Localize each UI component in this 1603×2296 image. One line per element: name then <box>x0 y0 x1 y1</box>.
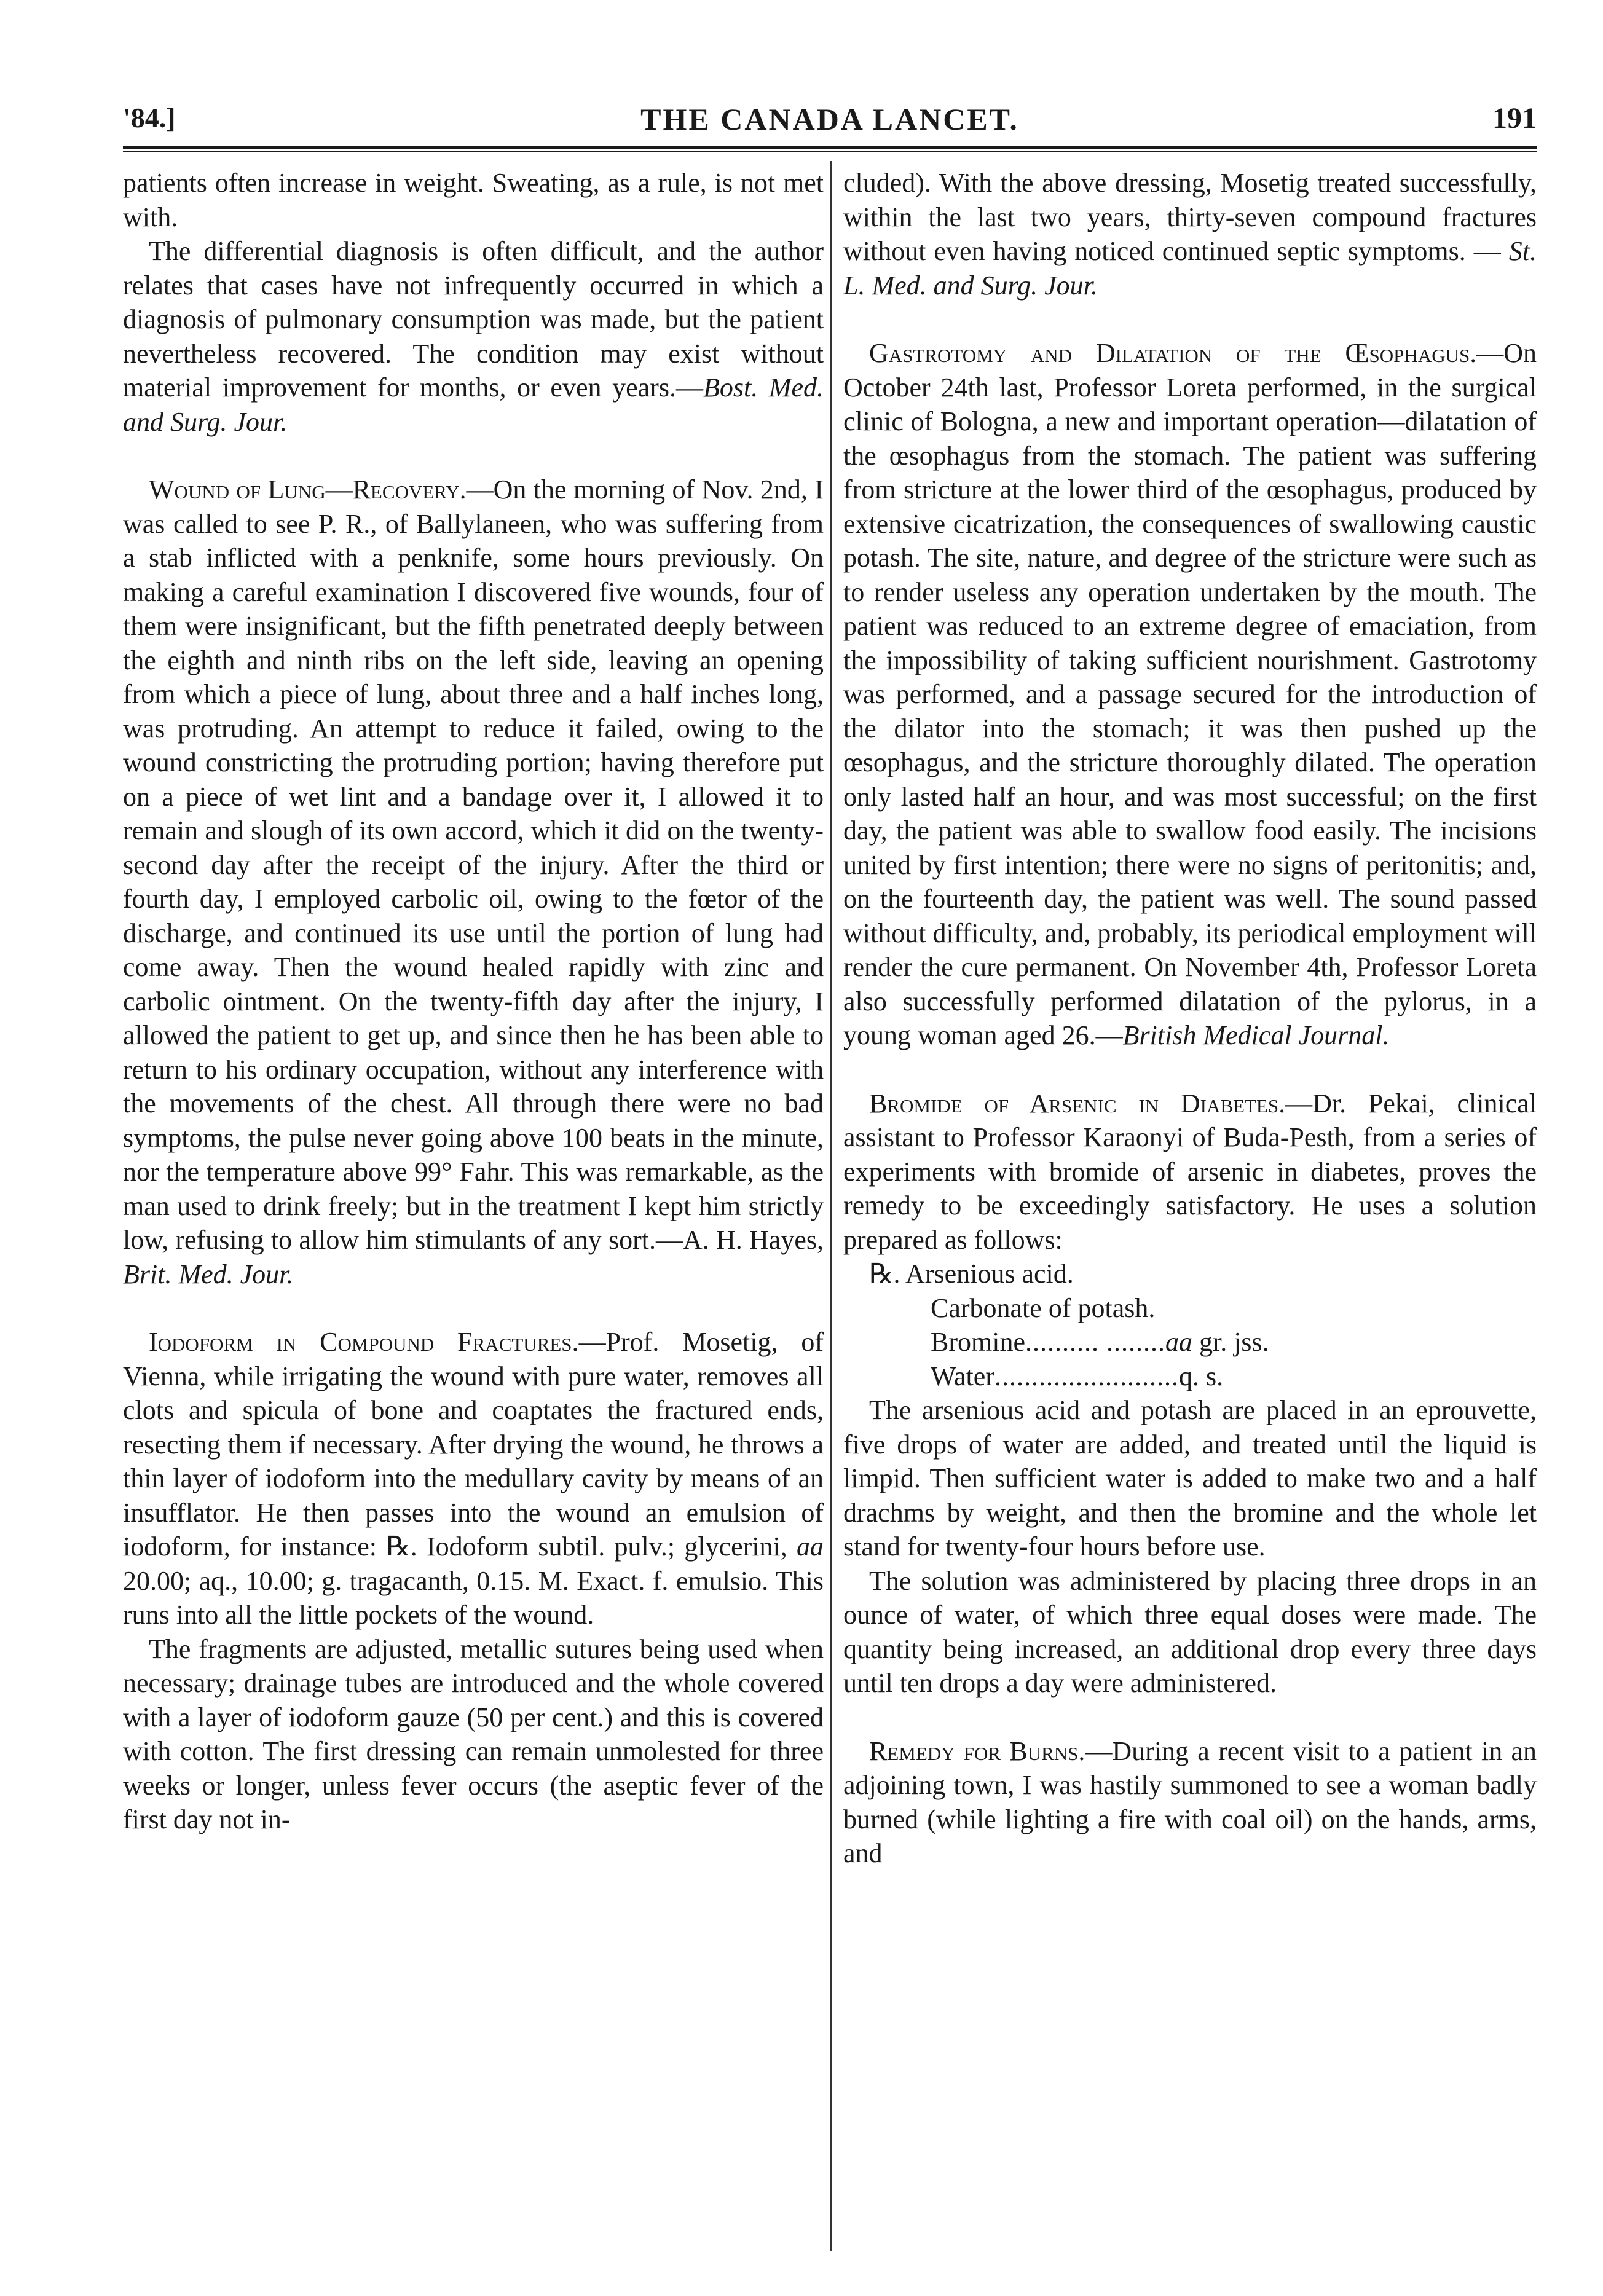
paragraph-continuation: patients often increase in weight. Sweating, as a rule, is not met with. <box>123 168 824 232</box>
article-title: Gastrotomy and Dilatation of the Œsophagus. <box>869 338 1477 368</box>
article-iodoform: Iodoform in Compound Fractures.—Prof. Mosetig, of Vienna, while irrigating the wound with pure water, removes all clots and spicula of bone and coaptates the fractured ends, resecting them if necessary. After drying the wound, he throws a thin layer of iodoform into the medullary cavity by means of an insufflator. He then passes into the wound an emulsion of iodoform, for instance: ℞. Iodoform subtil. pulv.; glycerini, aa 20.00; aq., 10.00; g. tragacanth, 0.15. M. Exact. f. emulsio. This runs into all the little pockets of the wound. <box>123 1327 824 1630</box>
header-rule <box>123 146 1537 149</box>
right-column <box>843 166 1537 1871</box>
paragraph-diagnosis: The differential diagnosis is often difficult, and the author relates that cases have not infrequently occurred in which a diagnosis of pulmonary consumption was made, but the patient nevertheless recovered. The condition may exist without material improvement for months, or even years.—Bost. Med. and Surg. Jour. <box>123 236 824 437</box>
header-rule-thin <box>123 151 1537 152</box>
prescription-line: Water.........................q. s. <box>931 1361 1224 1391</box>
paragraph-continuation: cluded). With the above dressing, Mosetig treated successfully, within the last two years, thirty-seven compound fractures without even having noticed continued septic symptoms. — St. L. Med. and Surg. Jour. <box>843 168 1537 301</box>
article-title: Bromide of Arsenic in Diabetes. <box>869 1088 1286 1119</box>
prescription-line: ℞. Arsenious acid. <box>869 1259 1074 1289</box>
article-wound-of-lung: Wound of Lung—Recovery.—On the morning of Nov. 2nd, I was called to see P. R., of Ballylaneen, who was suffering from a stab inflicted with a penknife, some hours previously. On making a careful examination I discovered five wounds, four of them were insignificant, but the fifth penetrated deeply between the eighth and ninth ribs on the left side, leaving an opening from which a piece of lung, about three and a half inches long, was protruding. An attempt to reduce it failed, owing to the wound constricting the protruding portion; having therefore put on a piece of wet lint and a bandage over it, I allowed it to remain and slough of its own accord, which it did on the twenty-second day after the receipt of the injury. After the third or fourth day, I employed carbolic oil, owing to the fœtor of the discharge, and continued its use until the portion of lung had come away. Then the wound healed rapidly with zinc and carbolic ointment. On the twenty-fifth day after the injury, I allowed the patient to get up, and since then he has been able to return to his ordinary occupation, without any interference with the movements of the chest. All through there were no bad symptoms, the pulse never going above 100 beats in the minute, nor the temperature above 99° Fahr. This was remarkable, as the man used to drink freely; but in the treatment I kept him strictly low, refusing to allow him stimulants of any sort.—A. H. Hayes, Brit. Med. Jour. <box>123 474 824 1289</box>
article-burns: Remedy for Burns.—During a recent visit to a patient in an adjoining town, I was hastily summoned to see a woman badly burned (while lighting a fire with coal oil) on the hands, arms, and <box>843 1736 1537 1868</box>
prescription-line: Bromine.......... ........aa gr. jss. <box>931 1327 1269 1357</box>
article-bromide: Bromide of Arsenic in Diabetes.—Dr. Pekai, clinical assistant to Professor Karaonyi of Buda-Pesth, from a series of experiments with bromide of arsenic in diabetes, proves the remedy to be exceedingly satisfactory. He uses a solution prepared as follows: <box>843 1088 1537 1255</box>
paragraph-administration: The solution was administered by placing three drops in an ounce of water, of which three equal doses were made. The quantity being increased, an additional drop every three days until ten drops a day were administered. <box>843 1565 1537 1698</box>
journal-title: THE CANADA LANCET. <box>640 102 1019 136</box>
paragraph-preparation: The arsenious acid and potash are placed in an eprouvette, five drops of water are added, and treated until the liquid is limpid. Then sufficient water is added to make two and a half drachms by weight, and then the bromine and the whole let stand for twenty-four hours before use. <box>843 1395 1537 1562</box>
article-title: Remedy for Burns. <box>869 1736 1085 1766</box>
prescription <box>843 1257 1537 1393</box>
article-title: Iodoform in Compound Fractures. <box>149 1327 579 1357</box>
article-title: Wound of Lung—Recovery. <box>149 474 467 505</box>
source-citation: St. L. Med. and Surg. Jour. <box>843 236 1537 301</box>
prescription-line: Carbonate of potash. <box>931 1292 1156 1323</box>
left-column <box>123 166 824 1837</box>
source-citation: British Medical Journal. <box>1122 1020 1390 1050</box>
paragraph-fragments: The fragments are adjusted, metallic sutures being used when necessary; drainage tubes are introduced and the whole covered with a layer of iodoform gauze (50 per cent.) and this is covered with cotton. The first dressing can remain unmolested for three weeks or longer, unless fever occurs (the aseptic fever of the first day not in- <box>123 1634 824 1834</box>
column-divider <box>830 161 832 2251</box>
source-citation: Bost. Med. and Surg. Jour. <box>123 372 824 437</box>
page-number: 191 <box>1492 102 1537 135</box>
article-gastrotomy: Gastrotomy and Dilatation of the Œsophagus.—On October 24th last, Professor Loreta performed, in the surgical clinic of Bologna, a new and important operation—dilatation of the œsophagus from the stomach. The patient was suffering from stricture at the lower third of the œsophagus, produced by extensive cicatrization, the consequences of swallowing caustic potash. The site, nature, and degree of the stricture were such as to render useless any operation undertaken by the mouth. The patient was reduced to an extreme degree of emaciation, from the impossibility of taking sufficient nourishment. Gastrotomy was performed, and a passage secured for the introduction of the dilator into the stomach; it was then pushed up the œsophagus, and the stricture thoroughly dilated. The operation only lasted half an hour, and was most successful; on the first day, the patient was able to swallow food easily. The incisions united by first intention; there were no signs of peritonitis; and, on the fourteenth day, the patient was well. The sound passed without difficulty, and, probably, its periodical employment will render the cure permanent. On November 4th, Professor Loreta also successfully performed dilatation of the pylorus, in a young woman aged 26.—British Medical Journal. <box>843 338 1537 1050</box>
running-head <box>123 101 1537 144</box>
source-citation: Brit. Med. Jour. <box>123 1259 294 1289</box>
year-marker: '84.] <box>123 102 176 133</box>
recipe-symbol: ℞. <box>869 1259 900 1289</box>
